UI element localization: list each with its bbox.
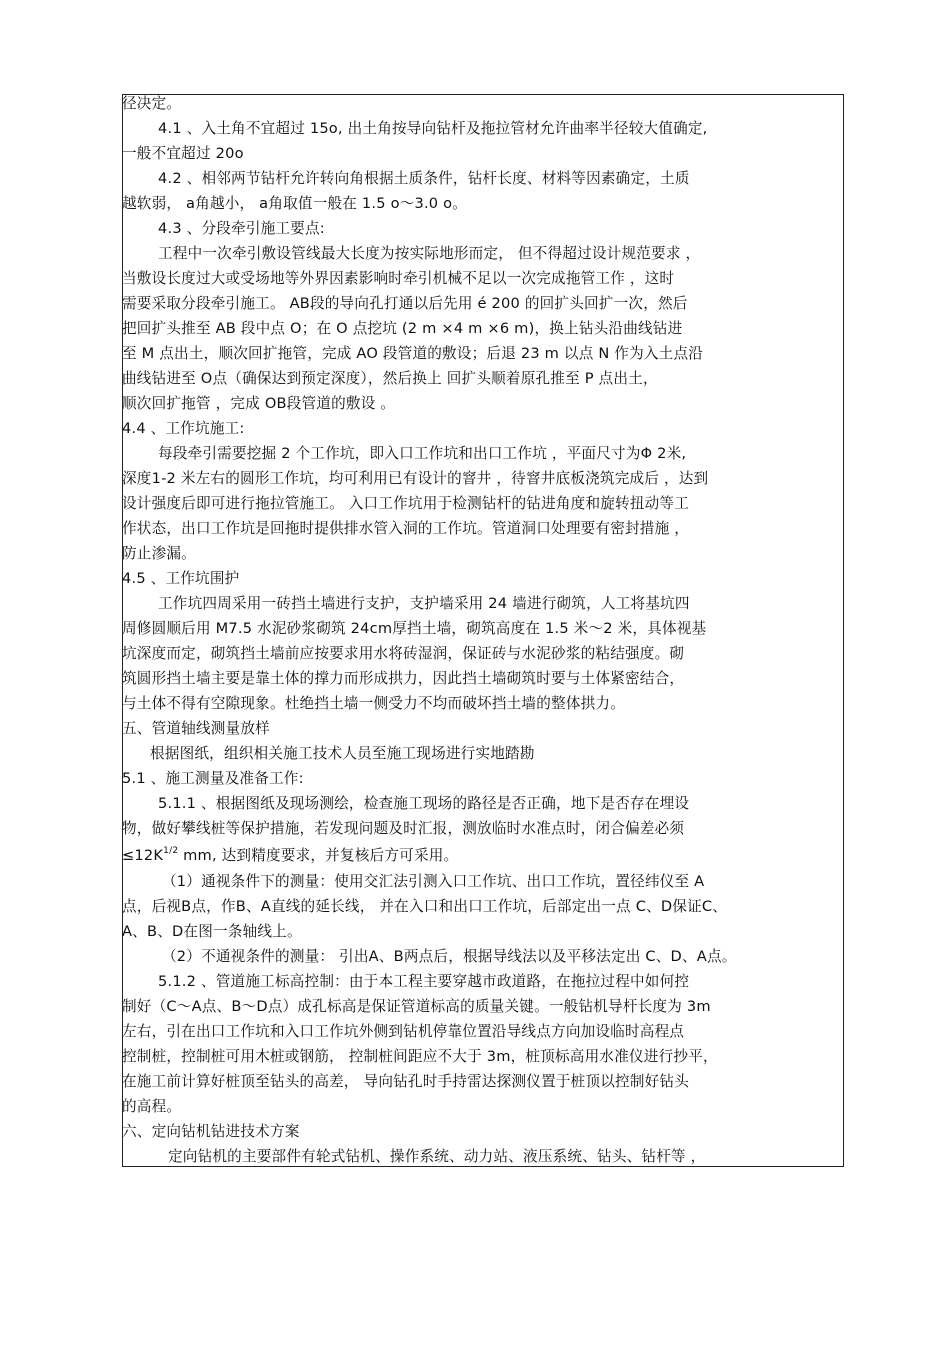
formula-suffix: mm, 达到精度要求，并复核后方可采用。 xyxy=(183,847,459,864)
text-line: 点，后视B点，作B、A直线的延长线， 并在入口和出口工作坑，后部定出一点 C、D保证C、 xyxy=(122,898,728,915)
text-line: 顺次回扩拖管 ，完成 OB段管道的敷设 。 xyxy=(122,395,396,412)
text-line: 制好（C～A点、B～D点）成孔标高是保证管道标高的质量关键。一般钻机导杆长度为 3m xyxy=(122,998,711,1015)
text-line: 把回扩头推至 AB 段中点 O；在 O 点挖坑 (2 m ×4 m ×6 m)，换上钻头沿曲线钻进 xyxy=(122,320,683,337)
text-line: 根据图纸，组织相关施工技术人员至施工现场进行实地踏勘 xyxy=(150,745,535,762)
formula-line xyxy=(122,846,458,866)
text-line: 防止渗漏。 xyxy=(122,545,196,562)
text-line: 的高程。 xyxy=(122,1098,182,1115)
text-line: 当敷设长度过大或受场地等外界因素影响时牵引机械不足以一次完成拖管工作 ，这时 xyxy=(122,270,675,287)
text-line: A、B、D在图一条轴线上。 xyxy=(122,923,302,940)
text-line: 定向钻机的主要部件有轮式钻机、操作系统、动力站、液压系统、钻头、钻杆等 ， xyxy=(168,1148,706,1165)
text-line: 控制桩，控制桩可用木桩或钢筋， 控制桩间距应不大于 3m，桩顶标高用水准仪进行抄平， xyxy=(122,1048,718,1065)
section-heading: 4.4 、工作坑施工: xyxy=(122,420,245,437)
text-line: 工作坑四周采用一砖挡土墙进行支护，支护墙采用 24 墙进行砌筑，人工将基坑四 xyxy=(158,595,690,612)
text-line: 需要采取分段牵引施工。 AB段的导向孔打通以后先用 é 200 的回扩头回扩一次，然后 xyxy=(122,295,688,312)
text-line: 越软弱， a角越小， a角取值一般在 1.5 o～3.0 o。 xyxy=(122,195,468,212)
formula-prefix: ≤12K xyxy=(122,847,164,864)
text-line: （2）不通视条件的测量： 引出A、B两点后，根据导线法以及平移法定出 C、D、A点。 xyxy=(162,948,737,965)
text-line: 深度1-2 米左右的圆形工作坑，均可利用已有设计的窨井 ，待窨井底板浇筑完成后 ，达到 xyxy=(122,470,709,487)
text-line: 在施工前计算好桩顶至钻头的高差， 导向钻孔时手持雷达探测仪置于桩顶以控制好钻头 xyxy=(122,1073,690,1090)
formula-exponent: 1/2 xyxy=(163,846,179,856)
section-heading: 5.1 、施工测量及准备工作: xyxy=(122,770,304,787)
text-line: 曲线钻进至 O点（确保达到预定深度），然后换上 回扩头顺着原孔推至 P 点出土， xyxy=(122,370,658,387)
text-line: 4.3 、分段牵引施工要点: xyxy=(158,220,325,237)
text-line: 左右，引在出口工作坑和入口工作坑外侧到钻机停靠位置沿导线点方向加设临时高程点 xyxy=(122,1023,685,1040)
text-line: 5.1.1 、根据图纸及现场测绘，检查施工现场的路径是否正确，地下是否存在埋设 xyxy=(158,795,690,812)
text-line: 物，做好攀线桩等保护措施，若发现问题及时汇报，测放临时水准点时，闭合偏差必须 xyxy=(122,820,685,837)
text-line: 作状态，出口工作坑是回拖时提供排水管入洞的工作坑。管道洞口处理要有密封措施 ， xyxy=(122,520,690,537)
text-line: 坑深度而定，砌筑挡土墙前应按要求用水将砖湿润，保证砖与水泥砂浆的粘结强度。砌 xyxy=(122,645,685,662)
text-line: 每段牵引需要挖掘 2 个工作坑，即入口工作坑和出口工作坑 ，平面尺寸为Φ 2米, xyxy=(158,445,687,462)
section-heading: 六、定向钻机钻进技术方案 xyxy=(122,1123,300,1140)
text-line: 一般不宜超过 20o xyxy=(122,145,244,162)
text-line: 径决定。 xyxy=(122,95,182,112)
text-line: 5.1.2 、管道施工标高控制：由于本工程主要穿越市政道路，在拖拉过程中如何控 xyxy=(158,973,690,990)
text-line: 筑圆形挡土墙主要是靠土体的撑力而形成拱力，因此挡土墙砌筑时要与土体紧密结合， xyxy=(122,670,685,687)
text-line: （1）通视条件下的测量：使用交汇法引测入口工作坑、出口工作坑，置径纬仪至 A xyxy=(162,873,705,890)
text-line: 4.2 、相邻两节钻杆允许转向角根据土质条件，钻杆长度、材料等因素确定，土质 xyxy=(158,170,690,187)
text-line: 与土体不得有空隙现象。杜绝挡土墙一侧受力不均而破坏挡土墙的整体拱力。 xyxy=(122,695,625,712)
text-line: 周修圆顺后用 M7.5 水泥砂浆砌筑 24cm厚挡土墙，砌筑高度在 1.5 米～2 米，具体视基 xyxy=(122,620,707,637)
section-heading: 4.5 、工作坑围护 xyxy=(122,570,240,587)
text-line: 工程中一次牵引敷设管线最大长度为按实际地形而定， 但不得超过设计规范要求 ， xyxy=(158,245,701,262)
text-line: 至 M 点出土，顺次回扩拖管，完成 AO 段管道的敷设；后退 23 m 以点 N 作为入土点沿 xyxy=(122,345,704,362)
section-heading: 五、管道轴线测量放样 xyxy=(122,720,270,737)
text-line: 设计强度后即可进行拖拉管施工。 入口工作坑用于检测钻杆的钻进角度和旋转扭动等工 xyxy=(122,495,690,512)
text-line: 4.1 、入土角不宜超过 15o, 出土角按导向钻杆及拖拉管材允许曲率半径较大值确定, xyxy=(158,120,708,137)
